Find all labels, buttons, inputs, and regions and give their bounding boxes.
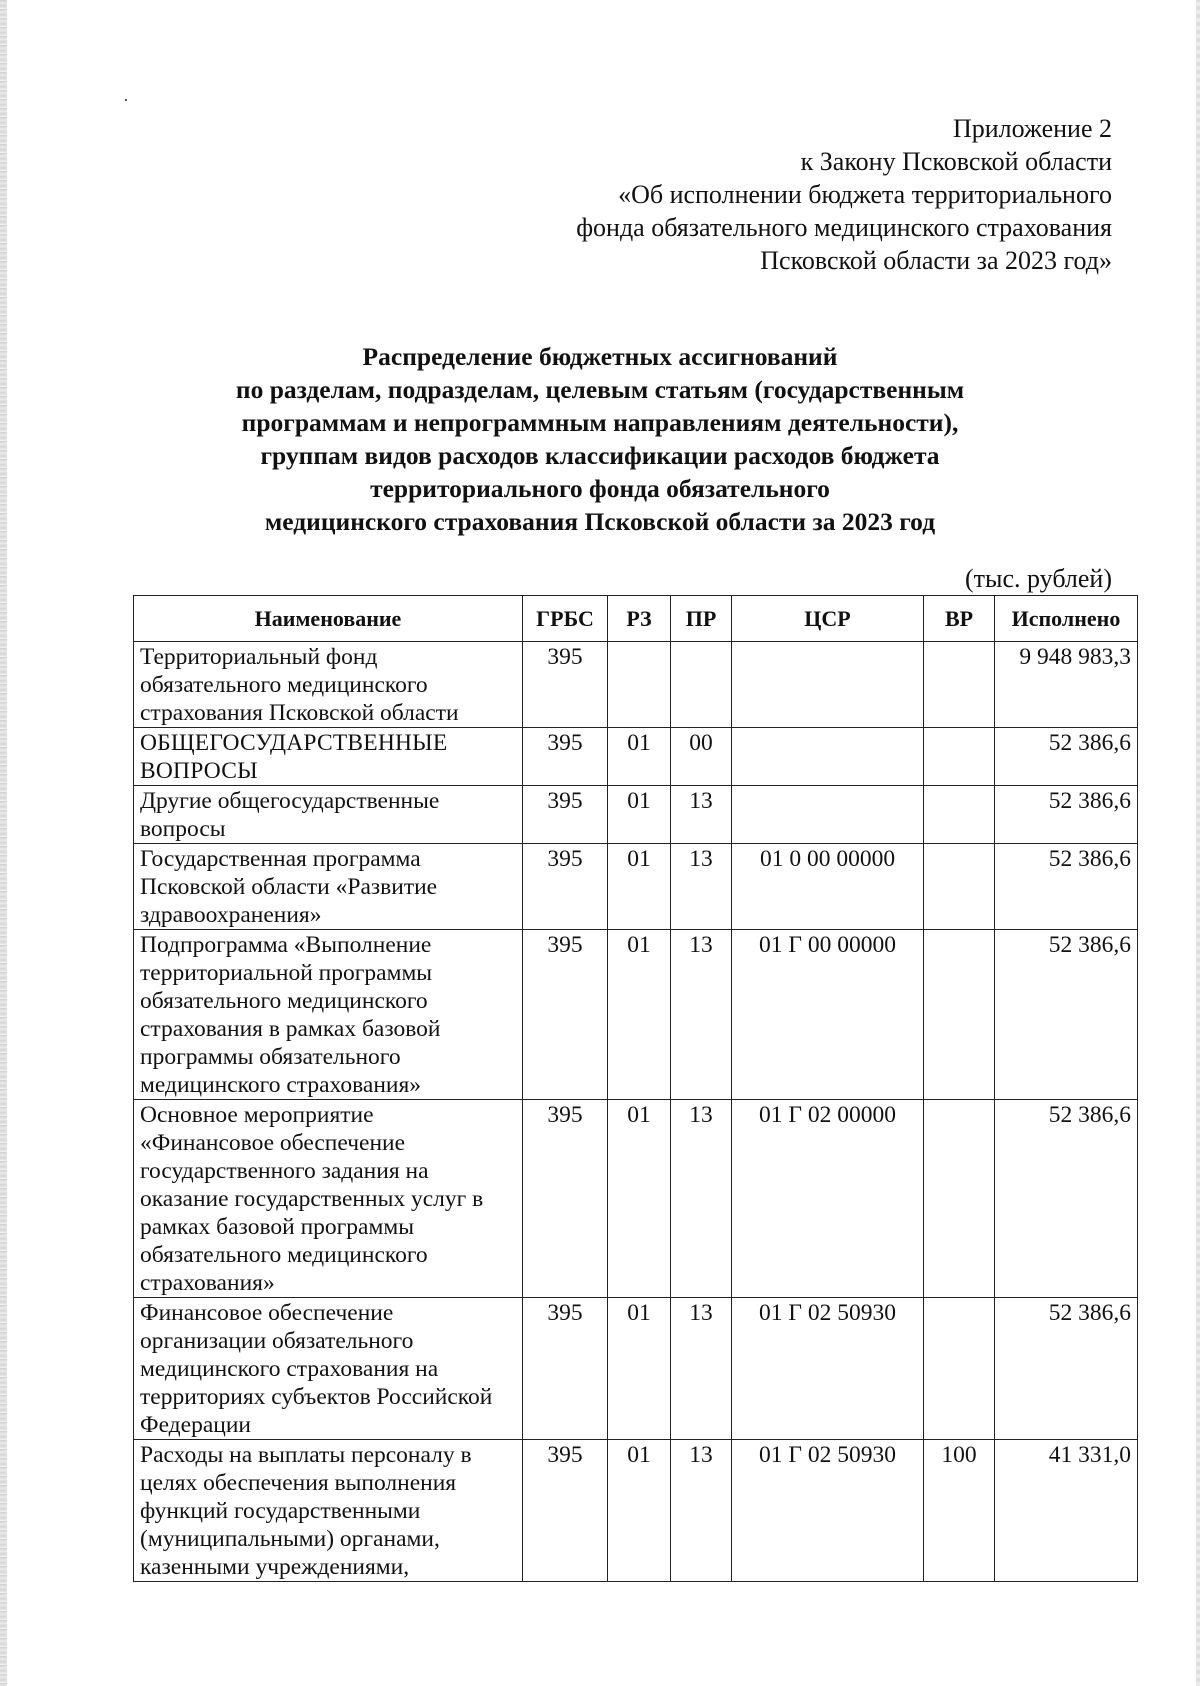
table-row bbox=[134, 1100, 1138, 1298]
cell-csr bbox=[732, 728, 924, 786]
cell-grbs: 395 bbox=[523, 1298, 608, 1440]
name-line: Основное мероприятие bbox=[140, 1102, 374, 1128]
cell-executed: 41 331,0 bbox=[995, 1440, 1138, 1582]
name-line: Федерации bbox=[140, 1412, 251, 1438]
cell-rz: 01 bbox=[608, 930, 671, 1100]
header-executed: Исполнено bbox=[995, 596, 1138, 642]
appendix-line: к Закону Псковской области bbox=[800, 147, 1112, 176]
table-row bbox=[134, 930, 1138, 1100]
name-line: Государственная программа bbox=[140, 846, 421, 872]
cell-executed: 52 386,6 bbox=[995, 786, 1138, 844]
cell-pr bbox=[671, 642, 732, 728]
header-csr: ЦСР bbox=[732, 596, 924, 642]
cell-pr: 13 bbox=[671, 786, 732, 844]
name-line: Подпрограмма «Выполнение bbox=[140, 932, 432, 958]
name-line: страхования» bbox=[140, 1270, 275, 1296]
cell-pr: 00 bbox=[671, 728, 732, 786]
name-line: обязательного медицинского bbox=[140, 988, 428, 1014]
cell-name bbox=[134, 642, 523, 728]
cell-csr: 01 Г 02 50930 bbox=[732, 1440, 924, 1582]
table-row bbox=[134, 1440, 1138, 1582]
cell-csr bbox=[732, 786, 924, 844]
name-line: вопросы bbox=[140, 816, 226, 842]
name-line: государственного задания на bbox=[140, 1158, 429, 1184]
table-row bbox=[134, 844, 1138, 930]
title-line: медицинского страхования Псковской области за 2023 год bbox=[264, 507, 936, 536]
name-line: функций государственными bbox=[140, 1498, 421, 1524]
title-line: Распределение бюджетных ассигнований bbox=[362, 342, 838, 371]
name-line: страхования в рамках базовой bbox=[140, 1016, 441, 1042]
name-line: «Финансовое обеспечение bbox=[140, 1130, 406, 1156]
cell-vr bbox=[924, 642, 995, 728]
cell-vr bbox=[924, 728, 995, 786]
cell-grbs: 395 bbox=[523, 930, 608, 1100]
name-line: Территориальный фонд bbox=[140, 644, 378, 670]
cell-rz bbox=[608, 642, 671, 728]
title-line: по разделам, подразделам, целевым статьям (государственным bbox=[235, 375, 965, 404]
name-line: обязательного медицинского bbox=[140, 1242, 428, 1268]
cell-name bbox=[134, 728, 523, 786]
name-line: казенными учреждениями, bbox=[140, 1554, 410, 1580]
title-line: группам видов расходов классификации расходов бюджета bbox=[260, 441, 940, 470]
name-line: (муниципальными) органами, bbox=[140, 1526, 440, 1552]
appendix-line: Приложение 2 bbox=[952, 114, 1112, 143]
name-line: обязательного медицинского bbox=[140, 672, 428, 698]
header-name: Наименование bbox=[134, 596, 523, 642]
cell-name bbox=[134, 930, 523, 1100]
table-row bbox=[134, 728, 1138, 786]
title-line: территориального фонда обязательного bbox=[370, 474, 830, 503]
name-line: ВОПРОСЫ bbox=[140, 758, 258, 784]
cell-pr: 13 bbox=[671, 1298, 732, 1440]
title-line: программам и непрограммным направлениям деятельности), bbox=[241, 408, 959, 437]
cell-rz: 01 bbox=[608, 1298, 671, 1440]
table-row bbox=[134, 642, 1138, 728]
appendix-line: фонда обязательного медицинского страхования bbox=[576, 213, 1112, 242]
header-rz: РЗ bbox=[608, 596, 671, 642]
cell-name bbox=[134, 1100, 523, 1298]
name-line: территориальной программы bbox=[140, 960, 433, 986]
cell-csr: 01 Г 02 00000 bbox=[732, 1100, 924, 1298]
cell-executed: 52 386,6 bbox=[995, 728, 1138, 786]
scan-edge-left bbox=[0, 0, 7, 1686]
cell-pr: 13 bbox=[671, 930, 732, 1100]
name-line: здравоохранения» bbox=[140, 902, 322, 928]
name-line: Финансовое обеспечение bbox=[140, 1300, 394, 1326]
cell-executed: 52 386,6 bbox=[995, 844, 1138, 930]
name-line: оказание государственных услуг в bbox=[140, 1186, 484, 1212]
appendix-header bbox=[576, 112, 1112, 277]
table-header-row bbox=[134, 596, 1138, 642]
document-title bbox=[0, 340, 1200, 538]
name-line: Расходы на выплаты персоналу в bbox=[140, 1442, 472, 1468]
scan-speck bbox=[125, 99, 127, 101]
header-vr: ВР bbox=[924, 596, 995, 642]
budget-table bbox=[133, 595, 1138, 1582]
cell-csr: 01 Г 02 50930 bbox=[732, 1298, 924, 1440]
name-line: целях обеспечения выполнения bbox=[140, 1470, 457, 1496]
cell-grbs: 395 bbox=[523, 1100, 608, 1298]
cell-name bbox=[134, 1440, 523, 1582]
appendix-line: «Об исполнении бюджета территориального bbox=[618, 180, 1112, 209]
cell-vr bbox=[924, 1100, 995, 1298]
name-line: ОБЩЕГОСУДАРСТВЕННЫЕ bbox=[140, 730, 448, 756]
cell-rz: 01 bbox=[608, 1440, 671, 1582]
cell-executed: 52 386,6 bbox=[995, 1100, 1138, 1298]
name-line: Псковской области «Развитие bbox=[140, 874, 438, 900]
cell-grbs: 395 bbox=[523, 642, 608, 728]
cell-grbs: 395 bbox=[523, 1440, 608, 1582]
cell-grbs: 395 bbox=[523, 786, 608, 844]
cell-pr: 13 bbox=[671, 844, 732, 930]
cell-vr: 100 bbox=[924, 1440, 995, 1582]
cell-vr bbox=[924, 1298, 995, 1440]
cell-rz: 01 bbox=[608, 844, 671, 930]
scan-edge-right bbox=[1196, 0, 1200, 1686]
cell-name bbox=[134, 786, 523, 844]
units-label: (тыс. рублей) bbox=[964, 564, 1112, 593]
name-line: программы обязательного bbox=[140, 1044, 401, 1070]
cell-vr bbox=[924, 930, 995, 1100]
cell-pr: 13 bbox=[671, 1440, 732, 1582]
header-grbs: ГРБС bbox=[523, 596, 608, 642]
cell-grbs: 395 bbox=[523, 728, 608, 786]
cell-executed: 9 948 983,3 bbox=[995, 642, 1138, 728]
cell-rz: 01 bbox=[608, 728, 671, 786]
cell-pr: 13 bbox=[671, 1100, 732, 1298]
appendix-line: Псковской области за 2023 год» bbox=[760, 246, 1112, 275]
table-row bbox=[134, 1298, 1138, 1440]
name-line: организации обязательного bbox=[140, 1328, 414, 1354]
cell-vr bbox=[924, 786, 995, 844]
name-line: Другие общегосударственные bbox=[140, 788, 440, 814]
name-line: медицинского страхования на bbox=[140, 1356, 439, 1382]
cell-rz: 01 bbox=[608, 1100, 671, 1298]
cell-executed: 52 386,6 bbox=[995, 930, 1138, 1100]
cell-executed: 52 386,6 bbox=[995, 1298, 1138, 1440]
cell-csr bbox=[732, 642, 924, 728]
cell-rz: 01 bbox=[608, 786, 671, 844]
header-pr: ПР bbox=[671, 596, 732, 642]
cell-csr: 01 0 00 00000 bbox=[732, 844, 924, 930]
name-line: медицинского страхования» bbox=[140, 1072, 422, 1098]
name-line: рамках базовой программы bbox=[140, 1214, 415, 1240]
cell-name bbox=[134, 1298, 523, 1440]
table-row bbox=[134, 786, 1138, 844]
name-line: территориях субъектов Российской bbox=[140, 1384, 493, 1410]
cell-name bbox=[134, 844, 523, 930]
name-line: страхования Псковской области bbox=[140, 700, 459, 726]
cell-grbs: 395 bbox=[523, 844, 608, 930]
cell-csr: 01 Г 00 00000 bbox=[732, 930, 924, 1100]
cell-vr bbox=[924, 844, 995, 930]
